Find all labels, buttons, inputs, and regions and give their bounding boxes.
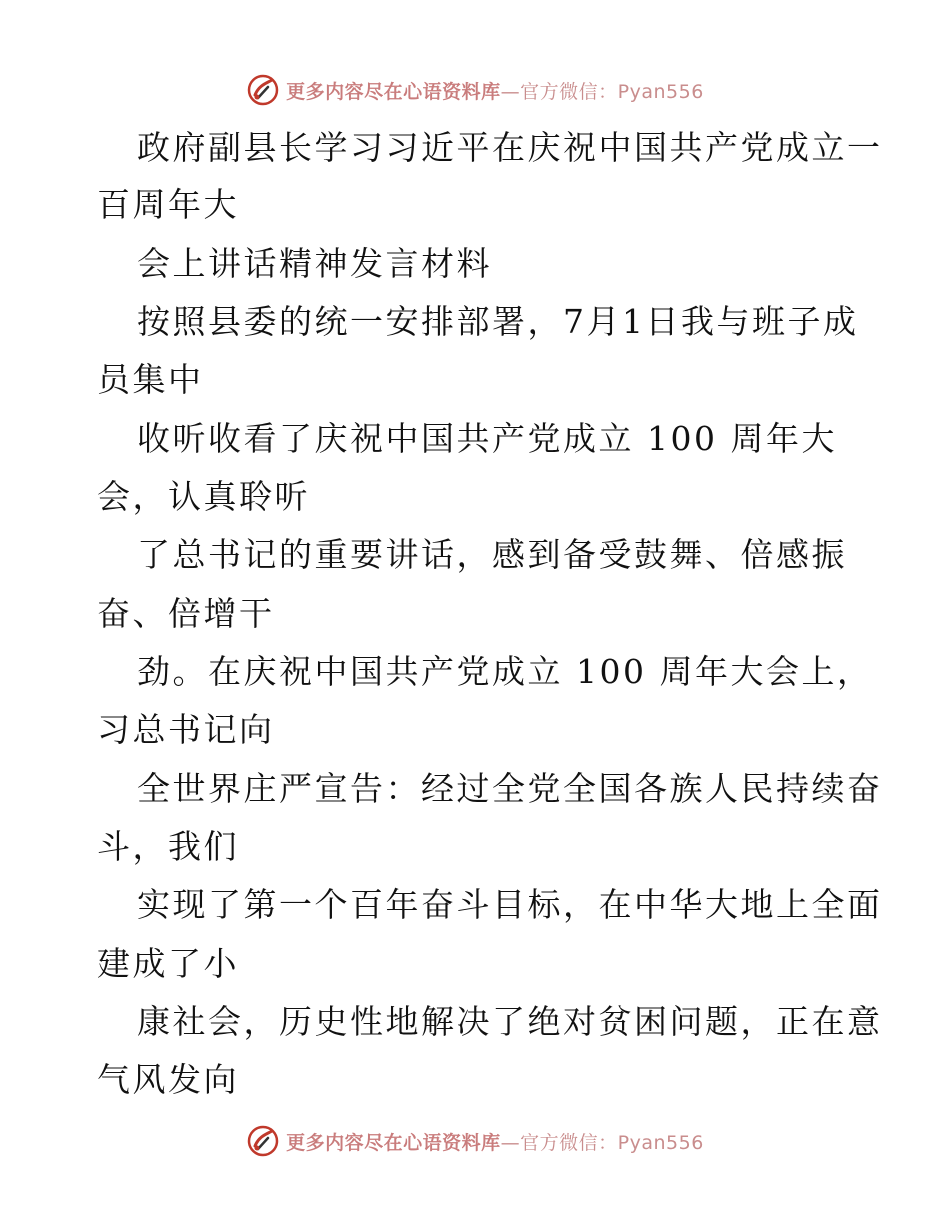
header-wechat-text: 官方微信：Pyan556 <box>520 80 704 103</box>
document-line: 会上讲话精神发言材料 <box>137 244 492 283</box>
brand-logo-icon <box>246 73 280 107</box>
document-line: 会，认真聆听 <box>97 477 310 516</box>
document-line: 康社会，历史性地解决了绝对贫困问题，正在意 <box>137 1002 883 1041</box>
document-line: 按照县委的统一安排部署，7月1日我与班子成 <box>137 302 859 341</box>
document-line: 员集中 <box>97 360 204 399</box>
header-banner <box>0 70 950 110</box>
header-brand-text: 更多内容尽在心语资料库 <box>286 80 501 103</box>
footer-banner-text <box>286 1128 704 1155</box>
footer-brand-text: 更多内容尽在心语资料库 <box>286 1131 501 1154</box>
document-line: 了总书记的重要讲话，感到备受鼓舞、倍感振 <box>137 535 847 574</box>
document-line: 建成了小 <box>97 944 239 983</box>
document-line: 气风发向 <box>97 1060 239 1099</box>
footer-wechat-text: 官方微信：Pyan556 <box>520 1131 704 1154</box>
document-line: 习总书记向 <box>97 710 275 749</box>
document-line: 全世界庄严宣告：经过全党全国各族人民持续奋 <box>137 769 883 808</box>
document-line: 实现了第一个百年奋斗目标，在中华大地上全面 <box>137 885 883 924</box>
footer-banner <box>0 1121 950 1161</box>
document-line: 百周年大 <box>97 185 239 224</box>
document-line: 收听收看了庆祝中国共产党成立 100 周年大 <box>137 419 837 458</box>
document-line: 政府副县长学习习近平在庆祝中国共产党成立一 <box>137 128 883 167</box>
header-separator: — <box>500 80 521 103</box>
document-line: 奋、倍增干 <box>97 594 275 633</box>
header-banner-text <box>286 77 704 104</box>
brand-logo-icon <box>246 1124 280 1158</box>
document-line: 斗，我们 <box>97 827 239 866</box>
footer-separator: — <box>500 1131 521 1154</box>
document-line: 劲。在庆祝中国共产党成立 100 周年大会上， <box>137 652 873 691</box>
